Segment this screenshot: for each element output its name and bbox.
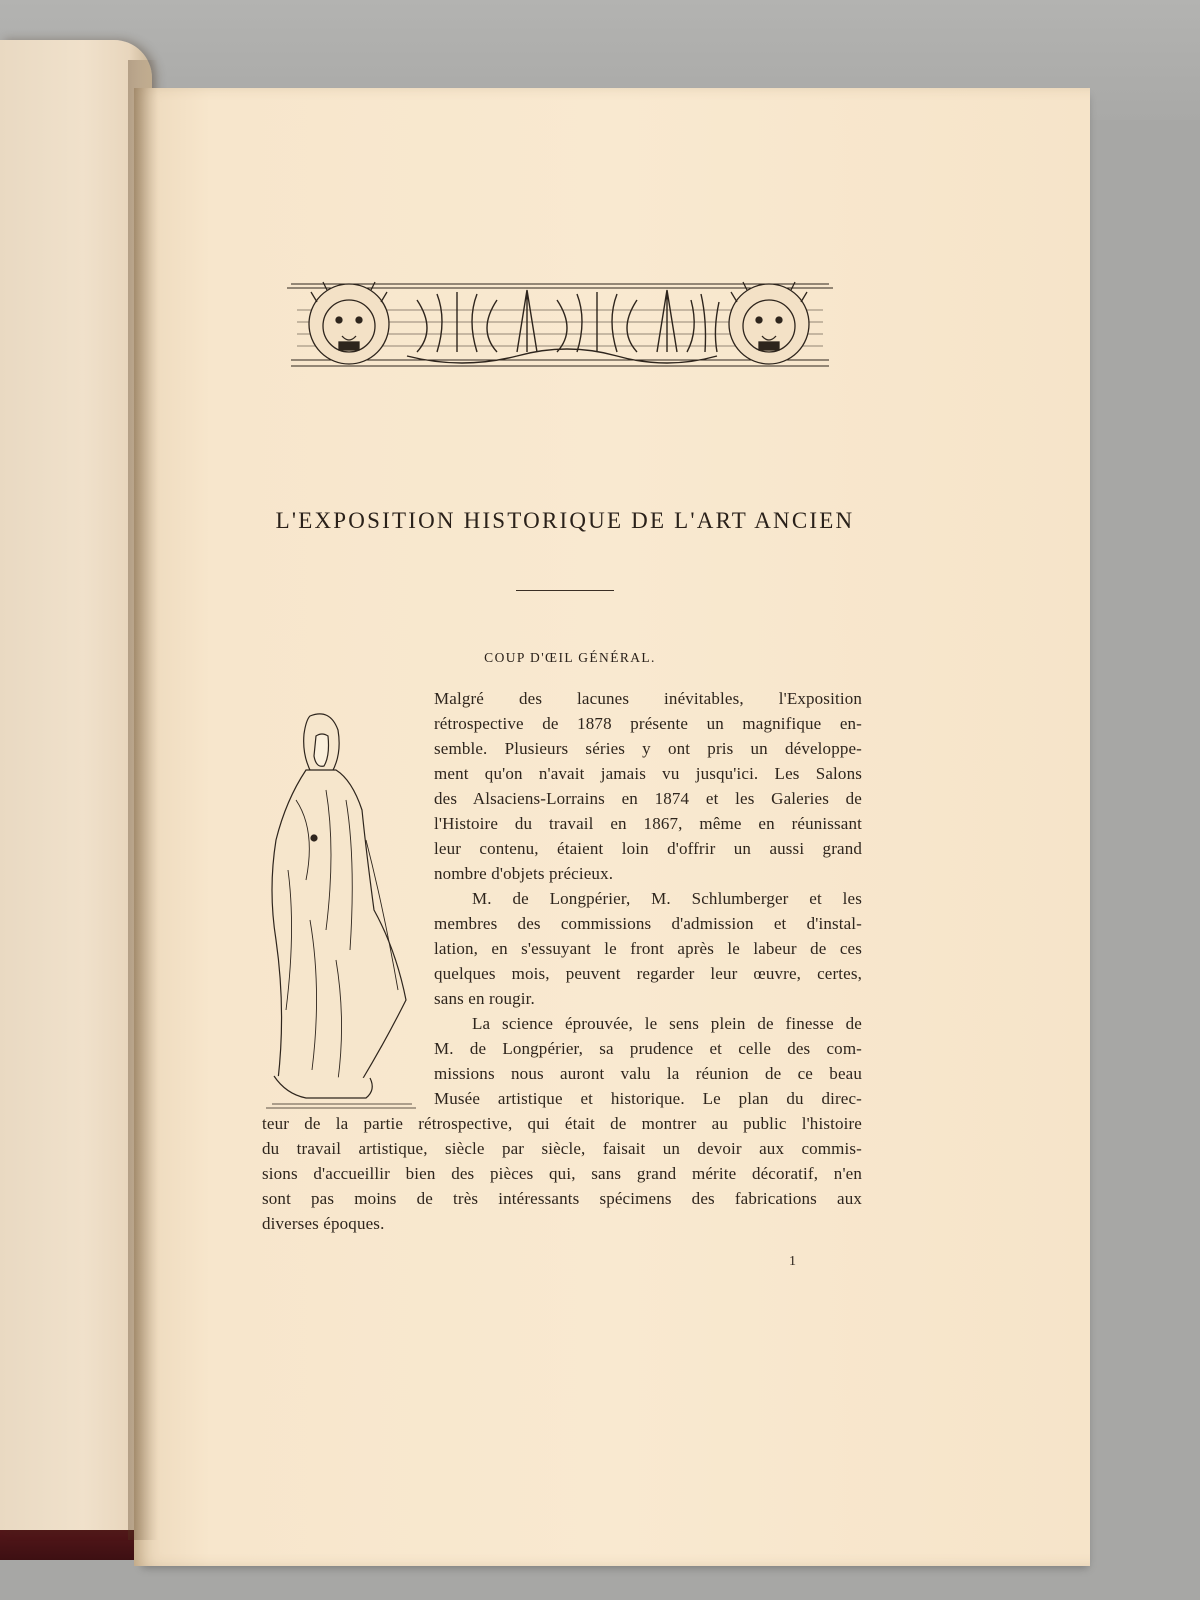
text-line: ment qu'on n'avait jamais vu jusqu'ici. Les Salons xyxy=(434,764,862,783)
text-line: membres des commissions d'admission et d'instal- xyxy=(434,914,862,933)
gutter-shadow xyxy=(128,60,158,1540)
text-line: diverses époques. xyxy=(262,1214,385,1233)
text-line: sans en rougir. xyxy=(434,989,535,1008)
text-line: semble. Plusieurs séries y ont pris un développe- xyxy=(434,739,862,758)
title-rule xyxy=(516,590,614,591)
text-line: lation, en s'essuyant le front après le labeur de ces xyxy=(434,939,862,958)
text-line: Malgré des lacunes inévitables, l'Exposition xyxy=(434,689,862,708)
text-line: sions d'accueillir bien des pièces qui, sans grand mérite décoratif, n'en xyxy=(262,1164,862,1183)
text-line: l'Histoire du travail en 1867, même en réunissant xyxy=(434,814,862,833)
text-line: nombre d'objets précieux. xyxy=(434,864,614,883)
text-line: M. de Longpérier, M. Schlumberger et les xyxy=(472,889,862,908)
text-line: leur contenu, étaient loin d'offrir un aussi grand xyxy=(434,839,862,858)
page-title: L'EXPOSITION HISTORIQUE DE L'ART ANCIEN xyxy=(275,508,855,533)
text-line: La science éprouvée, le sens plein de finesse de xyxy=(472,1014,862,1033)
text-line: M. de Longpérier, sa prudence et celle des com- xyxy=(434,1039,862,1058)
draped-figure-illustration xyxy=(266,710,420,1116)
lion-head-right xyxy=(729,282,809,364)
text-line: Musée artistique et historique. Le plan du direc- xyxy=(434,1089,862,1108)
page-number: 1 xyxy=(789,1254,796,1269)
text-line: sont pas moins de très intéressants spécimens des fabrications aux xyxy=(262,1189,862,1208)
text-line: quelques mois, peuvent regarder leur œuvre, certes, xyxy=(434,964,862,983)
text-line: des Alsaciens-Lorrains en 1874 et les Galeries de xyxy=(434,789,862,808)
text-line: missions nous auront valu la réunion de ce beau xyxy=(434,1064,862,1083)
text-line: du travail artistique, siècle par siècle, faisait un devoir aux commis- xyxy=(262,1139,862,1158)
lion-head-left xyxy=(309,282,389,364)
frieze-illustration xyxy=(287,280,833,370)
text-line: rétrospective de 1878 présente un magnifique en- xyxy=(434,714,862,733)
text-line: teur de la partie rétrospective, qui était de montrer au public l'histoire xyxy=(262,1114,862,1133)
section-title: COUP D'ŒIL GÉNÉRAL. xyxy=(484,650,656,665)
palmette-row xyxy=(407,290,719,363)
